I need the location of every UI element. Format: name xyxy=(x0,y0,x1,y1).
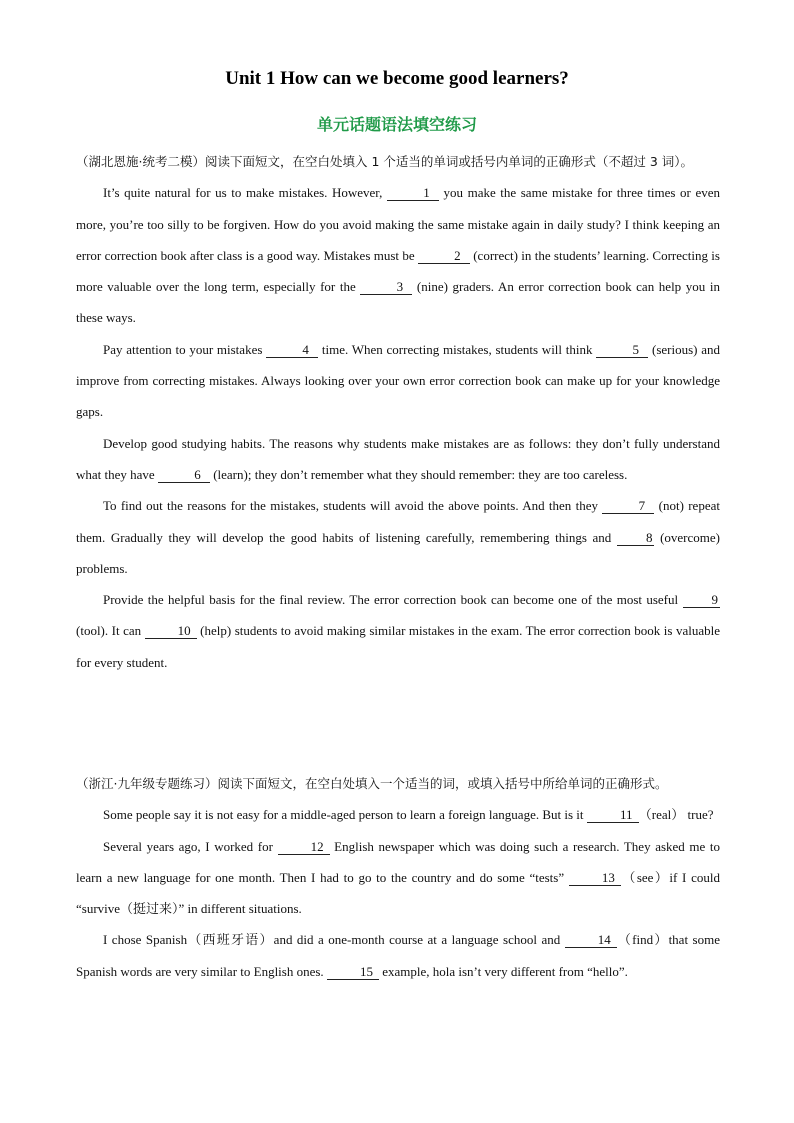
passage-text: To find out the reasons for the mistakes, students will avoid the above points. And then they xyxy=(103,498,603,514)
answer-blank[interactable]: 1 xyxy=(387,185,439,201)
answer-blank[interactable]: 14 xyxy=(565,932,617,948)
answer-blank[interactable]: 2 xyxy=(418,248,470,264)
passage-paragraph xyxy=(76,490,720,584)
answer-blank[interactable]: 6 xyxy=(158,467,210,483)
passage-text: （find）that some Spanish words are very similar to English ones. xyxy=(76,932,720,979)
exercise-section-1 xyxy=(76,146,720,678)
exercise-section-2 xyxy=(76,768,720,987)
passage-paragraph xyxy=(76,799,720,830)
passage-text: (learn); they don’t remember what they should remember: they are too careless. xyxy=(209,466,628,482)
passage-text: It’s quite natural for us to make mistakes. However, xyxy=(103,185,387,201)
answer-blank[interactable]: 11 xyxy=(587,807,639,823)
passage-text: time. When correcting mistakes, students will think xyxy=(318,341,597,357)
answer-blank[interactable]: 9 xyxy=(683,592,721,608)
passage-text: Several years ago, I worked for xyxy=(103,838,278,854)
passage-text: Provide the helpful basis for the final review. The error correction book can become one of the most useful xyxy=(103,592,683,608)
answer-blank[interactable]: 3 xyxy=(360,279,412,295)
passage-text: Develop good studying habits. The reasons why students make mistakes are as follows: they don’t fully understand what they have xyxy=(76,435,720,482)
passage-paragraph xyxy=(76,334,720,428)
passage-text: I chose Spanish（西班牙语）and did a one-month course at a language school and xyxy=(103,932,565,948)
passage-text: (not) repeat them. Gradually they will develop the good habits of listening carefully, remembering things and xyxy=(76,498,720,545)
passage-text: (nine) graders. An error correction book can help you in these ways. xyxy=(76,279,720,326)
answer-blank[interactable]: 13 xyxy=(569,870,621,886)
passage-text: (help) students to avoid making similar mistakes in the exam. The error correction book is valuable for every student. xyxy=(76,623,720,670)
answer-blank[interactable]: 7 xyxy=(602,498,654,514)
passage-text: （real） true? xyxy=(638,807,714,823)
answer-blank[interactable]: 8 xyxy=(617,530,655,546)
passage-text: you make the same mistake for three times or even more, you’re too silly to be forgiven. How do you avoid making the same mistake again in daily study? I think keeping an error correction book after class is a good way. Mistakes must be xyxy=(76,185,720,263)
passage-text: (serious) and improve from correcting mistakes. Always looking over your own error correction book can make up for your knowledge gaps. xyxy=(76,341,720,420)
passage-text: (overcome) problems. xyxy=(76,529,720,576)
passage-text: Pay attention to your mistakes xyxy=(103,341,267,357)
answer-blank[interactable]: 4 xyxy=(266,342,318,358)
passage-paragraph xyxy=(76,177,720,333)
passage-text: （see）if I could “survive（挺过来）” in different situations. xyxy=(76,869,720,917)
section-instructions: （浙江·九年级专题练习）阅读下面短文，在空白处填入一个适当的词，或填入括号中所给单词的正确形式。 xyxy=(76,776,668,791)
answer-blank[interactable]: 5 xyxy=(596,342,648,358)
section-instructions: （湖北恩施·统考二模）阅读下面短文，在空白处填入 1 个适当的单词或括号内单词的正确形式（不超过 3 词）。 xyxy=(76,154,694,169)
passage-paragraph xyxy=(76,924,720,987)
answer-blank[interactable]: 15 xyxy=(327,964,379,980)
page-subtitle: 单元话题语法填空练习 xyxy=(316,115,477,134)
passage-paragraph xyxy=(76,584,720,678)
answer-blank[interactable]: 12 xyxy=(278,839,330,855)
passage-text: (correct) in the students’ learning. Correcting is more valuable over the long term, especially for the xyxy=(76,247,720,295)
passage-text: Some people say it is not easy for a middle-aged person to learn a foreign language. But is it xyxy=(103,807,587,823)
passage-text: (tool). It can xyxy=(76,623,145,639)
passage-paragraph xyxy=(76,428,720,491)
answer-blank[interactable]: 10 xyxy=(145,623,197,639)
page-title: Unit 1 How can we become good learners? xyxy=(225,68,569,89)
passage-text: English newspaper which was doing such a research. They asked me to learn a new language for one month. Then I had to go to the country and do some “tests” xyxy=(76,838,720,885)
passage-text: example, hola isn’t very different from “hello”. xyxy=(378,963,628,979)
passage-paragraph xyxy=(76,831,720,925)
